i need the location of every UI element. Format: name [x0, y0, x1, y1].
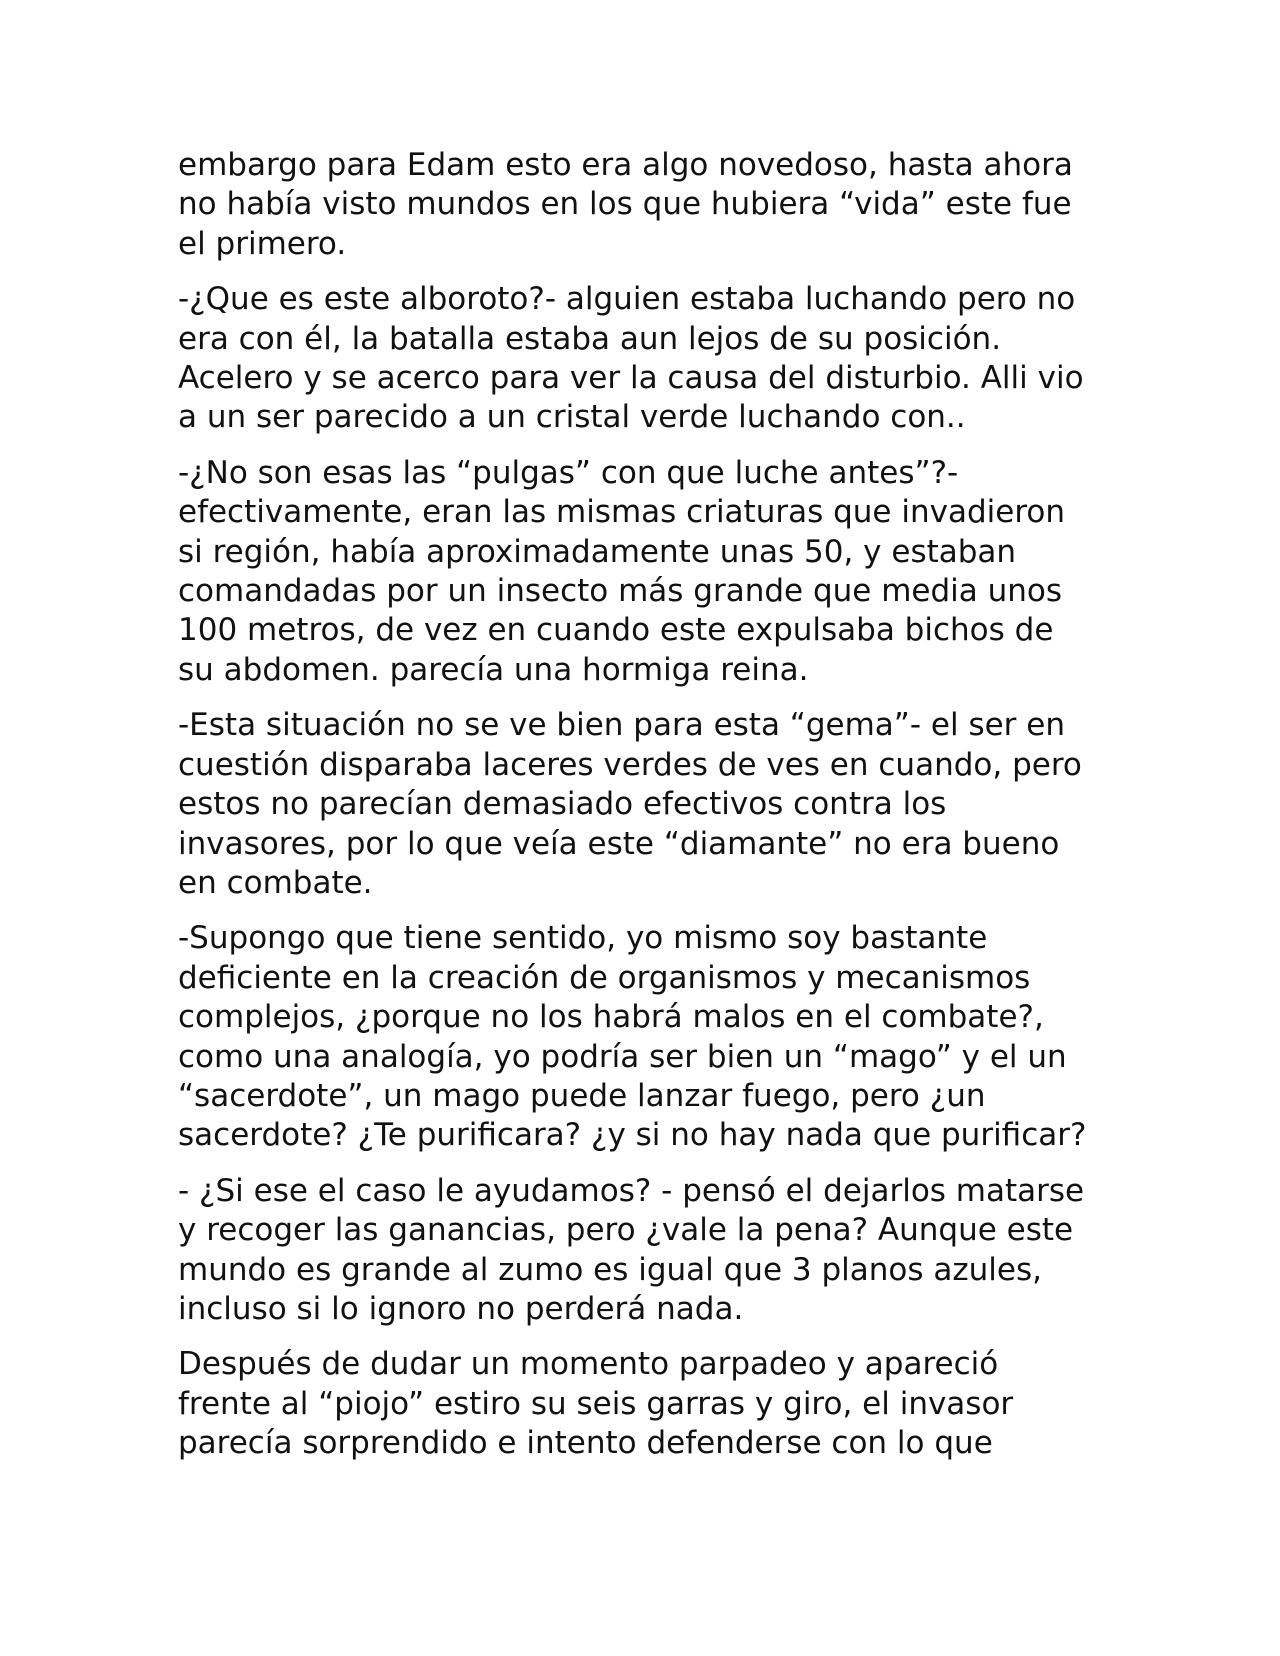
paragraph: -¿No son esas las “pulgas” con que luche antes”?- efectivamente, eran las mismas criaturas que invadieron si región, había aproximadamente unas 50, y estaban comandadas por un insecto más grande que media unos 100 metros, de vez en cuando este expulsaba bichos de su abdomen. parecía una hormiga reina.: [178, 454, 1065, 688]
paragraph: -Supongo que tiene sentido, yo mismo soy bastante deficiente en la creación de organismos y mecanismos complejos, ¿porque no los habrá malos en el combate?, como una analogía, yo podría ser bien un “mago” y el un “sacerdote”, un mago puede lanzar fuego, pero ¿un sacerdote? ¿Te purificara? ¿y si no hay nada que purificar?: [178, 920, 1087, 1154]
paragraph: -¿Que es este alboroto?- alguien estaba luchando pero no era con él, la batalla estaba aun lejos de su posición. Acelero y se acerco para ver la causa del disturbio. Alli vio a un ser parecido a un cristal verde luchando con..: [178, 281, 1084, 436]
paragraph: -Esta situación no se ve bien para esta “gema”- el ser en cuestión disparaba laceres verdes de ves en cuando, pero estos no parecían demasiado efectivos contra los invasores, por lo que veía este “diamante” no era bueno en combate.: [178, 707, 1082, 901]
paragraph: - ¿Si ese el caso le ayudamos? - pensó el dejarlos matarse y recoger las ganancias, pero ¿vale la pena? Aunque este mundo es grande al zumo es igual que 3 planos azules, incluso si lo ignoro no perderá nada.: [178, 1172, 1085, 1327]
document-page: [178, 146, 1098, 1480]
paragraph: Después de dudar un momento parpadeo y apareció frente al “piojo” estiro su seis garras y giro, el invasor parecía sorprendido e intento defenderse con lo que: [178, 1346, 1014, 1462]
paragraph: embargo para Edam esto era algo novedoso, hasta ahora no había visto mundos en los que hubiera “vida” este fue el primero.: [178, 147, 1073, 262]
